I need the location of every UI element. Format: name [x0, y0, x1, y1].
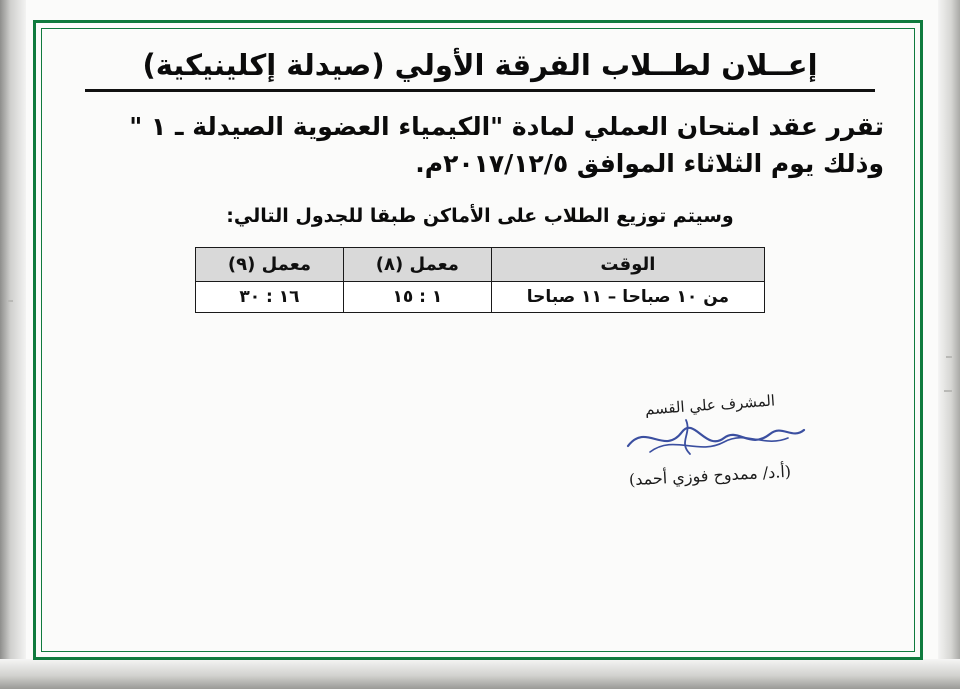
page-title: إعــلان لطــلاب الفرقة الأولي (صيدلة إكلينيكية)	[142, 48, 818, 82]
table-header-lab-8: معمل (٨)	[343, 247, 491, 281]
distribution-note: وسيتم توزيع الطلاب على الأماكن طبقا للجدول التالي:	[226, 204, 734, 227]
signature-name: (أ.د/ ممدوح فوزي أحمد)	[628, 461, 792, 490]
title-underline	[85, 89, 875, 92]
cell-time: من ١٠ صباحا – ١١ صباحا	[491, 281, 764, 312]
cell-lab-8: ١ : ١٥	[343, 281, 491, 312]
table-header-lab-9: معمل (٩)	[196, 247, 344, 281]
table-row	[196, 281, 765, 312]
scan-edge-left	[0, 0, 26, 689]
signature-title: المشرف علي القسم	[644, 391, 776, 419]
scan-speck	[946, 356, 952, 358]
announcement-paragraph: تقرر عقد امتحان العملي لمادة "الكيمياء العضوية الصيدلة ـ ١ " وذلك يوم الثلاثاء الموافق ٢٠١٧/١٢/٥م.	[129, 111, 884, 179]
table-header-time: الوقت	[491, 247, 764, 281]
scan-speck	[8, 300, 13, 302]
handwritten-signature-icon	[580, 416, 840, 464]
table-header-row	[196, 247, 765, 281]
scan-speck	[944, 390, 952, 392]
schedule-table	[195, 247, 765, 313]
cell-lab-9: ١٦ : ٣٠	[196, 281, 344, 312]
scan-edge-bottom	[0, 659, 960, 689]
schedule-table-wrapper	[195, 247, 765, 313]
signature-block	[580, 391, 840, 490]
document-content	[60, 36, 900, 636]
scan-edge-right	[938, 0, 960, 689]
